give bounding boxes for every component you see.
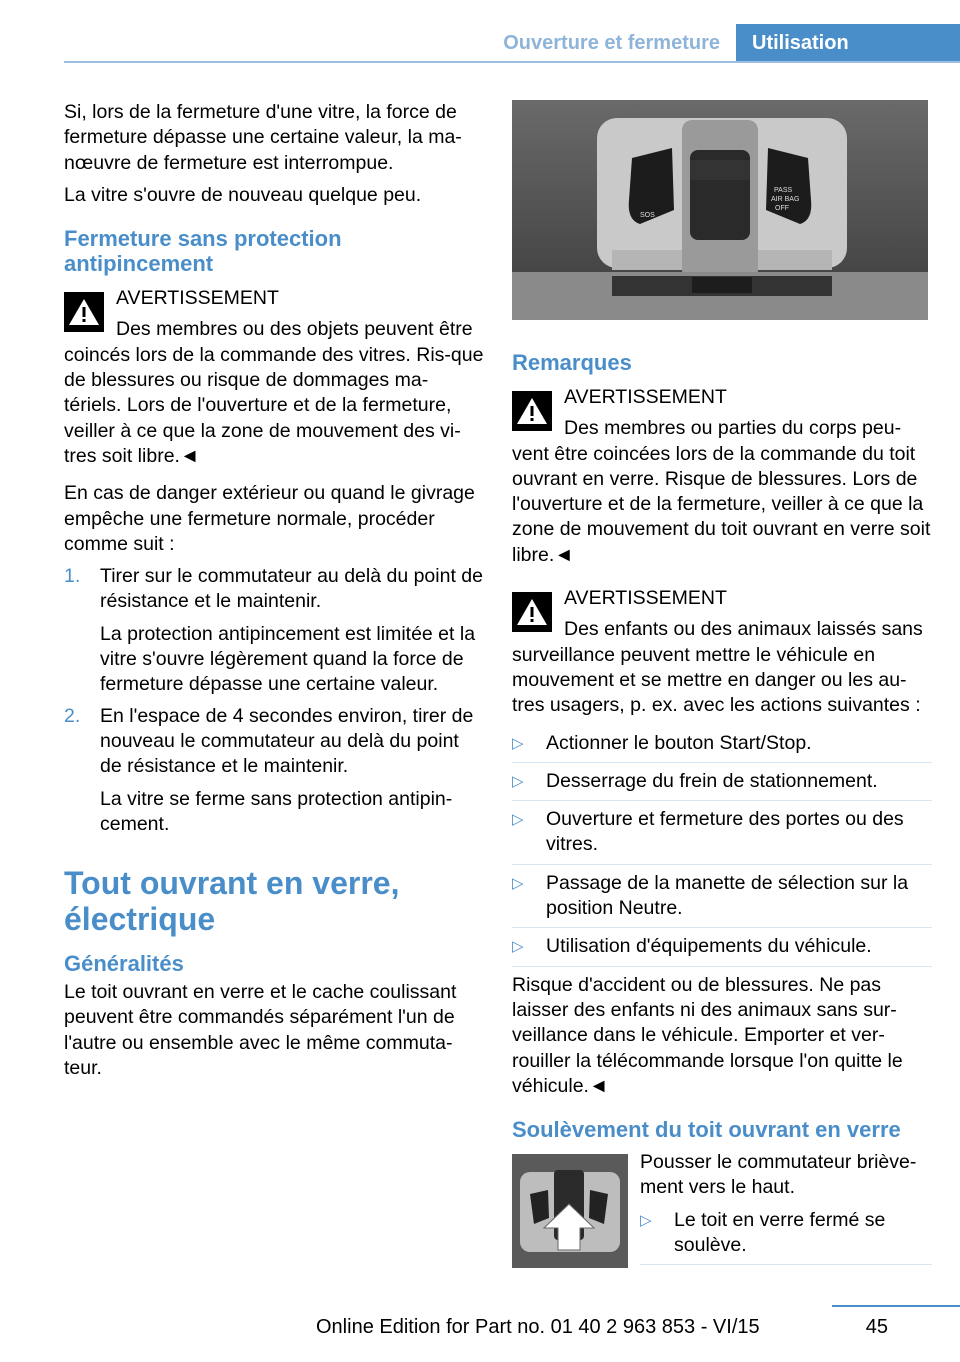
heading-toit-ouvrant: Tout ouvrant en verre, électrique <box>64 865 400 938</box>
header-rule <box>64 61 960 63</box>
step-text: Tirer sur le commutateur au delà du point de résistance et le maintenir. <box>100 565 483 613</box>
paragraph: Pousser le commutateur briève‐ment vers le haut. <box>640 1151 917 1199</box>
warning-icon <box>512 391 552 431</box>
warning-text: Des membres ou des objets peuvent être coincés lors de la commande des vitres. Ris‐que de blessures ou risque de dommages ma‐tériels. Lors de l'ouverture et de la fermeture, veiller à ce que la zone de mouvement des vi‐tres soit libre.◄ <box>64 318 484 467</box>
list-item <box>512 731 932 763</box>
list-item-text: Passage de la manette de sélection sur la position Neutre. <box>546 871 909 920</box>
list-item <box>512 934 932 966</box>
paragraph: En cas de danger extérieur ou quand le givrage empêche une fermeture normale, procéder comme suit : <box>64 482 475 555</box>
footer-edition: Online Edition for Part no. 01 40 2 963 853 - VI/15 <box>316 1316 760 1338</box>
page-number: 45 <box>865 1316 888 1338</box>
list-item <box>64 704 484 837</box>
triangle-bullet-icon: ▷ <box>640 1211 652 1229</box>
list-item-text: Actionner le bouton Start/Stop. <box>546 731 812 754</box>
header-chapter-tab: Utilisation <box>736 24 960 63</box>
switch-push-photo <box>512 1154 628 1268</box>
triangle-bullet-icon: ▷ <box>512 811 524 829</box>
warning-label: AVERTISSEMENT <box>564 386 727 408</box>
heading-soulevement: Soulèvement du toit ouvrant en verre <box>512 1117 901 1143</box>
warning-block <box>512 586 932 718</box>
heading-fermeture: Fermeture sans protection antipincement <box>64 226 342 277</box>
step-text: En l'espace de 4 secondes environ, tirer de nouveau le commutateur au delà du point de résistance et le maintenir. <box>100 704 474 778</box>
heading-remarques: Remarques <box>512 350 632 375</box>
warning-label: AVERTISSEMENT <box>116 287 279 310</box>
steps-list <box>64 564 484 837</box>
warning-icon <box>64 292 104 332</box>
list-item-text: Ouverture et fermeture des portes ou des vitres. <box>546 808 904 856</box>
paragraph: Si, lors de la fermeture d'une vitre, la force de fermeture dépasse une certaine valeur, la ma‐nœuvre de fermeture est interrompue. <box>64 101 462 174</box>
sos-label: SOS <box>640 212 655 219</box>
right-column <box>512 100 932 1274</box>
off-label: OFF <box>775 205 789 212</box>
roof-console-photo <box>512 100 928 320</box>
step-number: 2. <box>64 704 81 727</box>
paragraph: Le toit ouvrant en verre et le cache coulissant peuvent être commandés séparément l'un de l'autre ou ensemble avec le même commuta‐teur. <box>64 981 457 1080</box>
list-item <box>64 564 484 697</box>
actions-list <box>512 731 932 967</box>
pass-label: PASS <box>774 187 793 194</box>
triangle-bullet-icon: ▷ <box>512 772 524 790</box>
warning-block <box>64 286 484 469</box>
warning-text: Des membres ou parties du corps peu‐vent être coincées lors de la commande du toit ouvrant en verre. Risque de blessures. Lors de l'ouverture et de la fermeture, veiller à ce que la zone de mouvement du toit ouvrant en verre soit libre.◄ <box>512 417 931 566</box>
list-item <box>512 807 932 865</box>
triangle-bullet-icon: ▷ <box>512 874 524 892</box>
warning-text: Des enfants ou des animaux laissés sans surveillance peuvent mettre le véhicule en mouvement et se mettre en danger ou les au‐tres usagers, p. ex. avec les actions suivantes : <box>512 618 923 717</box>
list-item <box>512 769 932 801</box>
list-item-text: Utilisation d'équipements du véhicule. <box>546 935 872 958</box>
heading-generalites: Généralités <box>64 951 184 977</box>
step-note: La protection antipincement est limitée et la vitre s'ouvre légèrement quand la force de fermeture dépasse une certaine valeur. <box>100 622 476 696</box>
airbag-label: AIR BAG <box>771 196 800 203</box>
paragraph: Risque d'accident ou de blessures. Ne pas laisser des enfants ni des animaux sans sur‐veillance dans le véhicule. Emporter et ver‐rouiller la télécommande lorsque l'on quitte le véhicule.◄ <box>512 973 903 1097</box>
triangle-bullet-icon: ▷ <box>512 734 524 752</box>
paragraph: La vitre s'ouvre de nouveau quelque peu. <box>64 183 422 206</box>
warning-icon <box>512 592 552 632</box>
step-note: La vitre se ferme sans protection antipin‐cement. <box>100 787 453 835</box>
step-number: 1. <box>64 565 81 588</box>
header-section-title: Ouverture et fermeture <box>503 32 720 54</box>
warning-block <box>512 385 932 568</box>
list-item-text: Le toit en verre fermé se soulève. <box>674 1208 886 1257</box>
list-item-text: Desserrage du frein de stationnement. <box>546 769 878 792</box>
left-column <box>64 100 484 1088</box>
footer-rule <box>832 1305 960 1307</box>
warning-label: AVERTISSEMENT <box>564 587 727 610</box>
triangle-bullet-icon: ▷ <box>512 938 524 956</box>
list-item <box>512 871 932 929</box>
list-item <box>640 1208 932 1266</box>
